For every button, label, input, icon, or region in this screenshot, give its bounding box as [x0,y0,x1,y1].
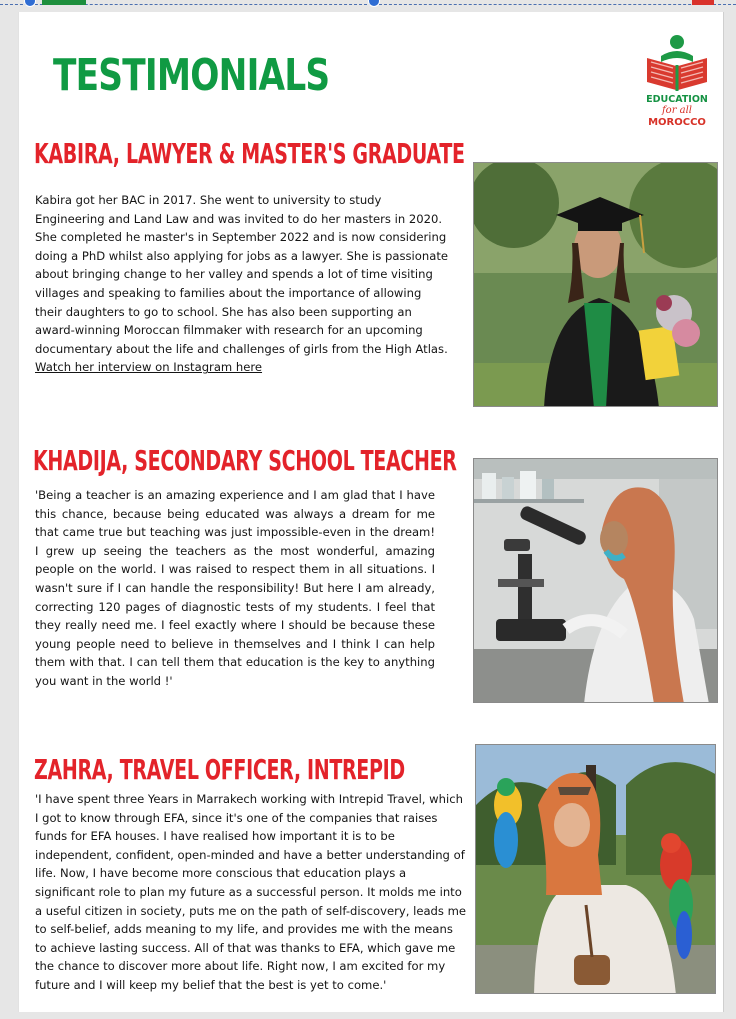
graduate-illustration [474,163,718,407]
microscope-photo [473,458,718,703]
parrots-illustration [476,745,716,994]
teacher-lab-illustration [474,459,718,703]
graduate-photo [473,162,718,407]
testimonial-body-khadija: 'Being a teacher is an amazing experience and I am glad that I have this chance, because being educated was always a dream for me that came true but teaching was just impossible-even in the dream! I grew up seeing the teachers as the most wonderful, amazing people on the world. I was raised to respect them in all situations. I wasn't sure if I can handle the responsibility! But here I am already, correcting 120 pages of diagnostic tests of my students. I feel that they really need me. I feel exactly where I should be because these young people need to believe in themselves and I think I can help them with that. I can tell them that education is the key to anything you want in the world !' [35,488,435,688]
previous-page-edge [42,0,86,5]
instagram-interview-link[interactable]: Watch her interview on Instagram here [35,360,263,375]
parrots-photo [475,744,716,994]
editor-selection-bar [0,0,736,10]
resize-handle-left[interactable] [24,0,36,7]
book-reader-icon [639,32,715,94]
logo-text-for-all: for all [661,105,693,116]
resize-handle-center[interactable] [368,0,380,7]
logo-text-morocco: MOROCCO [648,117,706,128]
newsletter-page [18,12,724,1012]
testimonial-heading-kabira: KABIRA, LAWYER & MASTER'S GRADUATE [34,137,465,170]
testimonial-body-kabira [35,191,451,377]
education-for-all-logo [639,32,715,132]
testimonial-heading-zahra: ZAHRA, TRAVEL OFFICER, INTREPID [34,753,405,786]
testimonial-body-zahra: 'I have spent three Years in Marrakech working with Intrepid Travel, which I got to know through EFA, since it's one of the companies that raises funds for EFA houses. I have realised how important it is to be independent, confident, open-minded and have a better understanding of life. Now, I have become more conscious that education plays a significant role to plan my future as a successful person. It molds me into a useful citizen in society, puts me on the path of self-discovery, leads me to self-belief, adds meaning to my life, and provides me with the means to achieve lasting success. All of that was thanks to EFA, which gave me the chance to discover more about life. Right now, I am excited for my future and I will keep my belief that the best is yet to come.' [35,792,467,992]
page-title: TESTIMONIALS [53,50,330,101]
previous-page-edge-red [692,0,714,5]
logo-text-education: EDUCATION [646,94,708,105]
testimonial-text-kabira: Kabira got her BAC in 2017. She went to university to study Engineering and Land Law and was invited to do her masters in 2020. She completed he master's in September 2022 and is now considering doing a PhD whilst also applying for jobs as a lawyer. She is passionate about bringing change to her valley and spends a lot of time visiting villages and speaking to families about the importance of allowing their daughters to go to school. She has also been supporting an award-winning Moroccan filmmaker with research for an upcoming documentary about the life and challenges of girls from the High Atlas. [35,193,448,356]
testimonial-heading-khadija: KHADIJA, SECONDARY SCHOOL TEACHER [33,444,457,477]
